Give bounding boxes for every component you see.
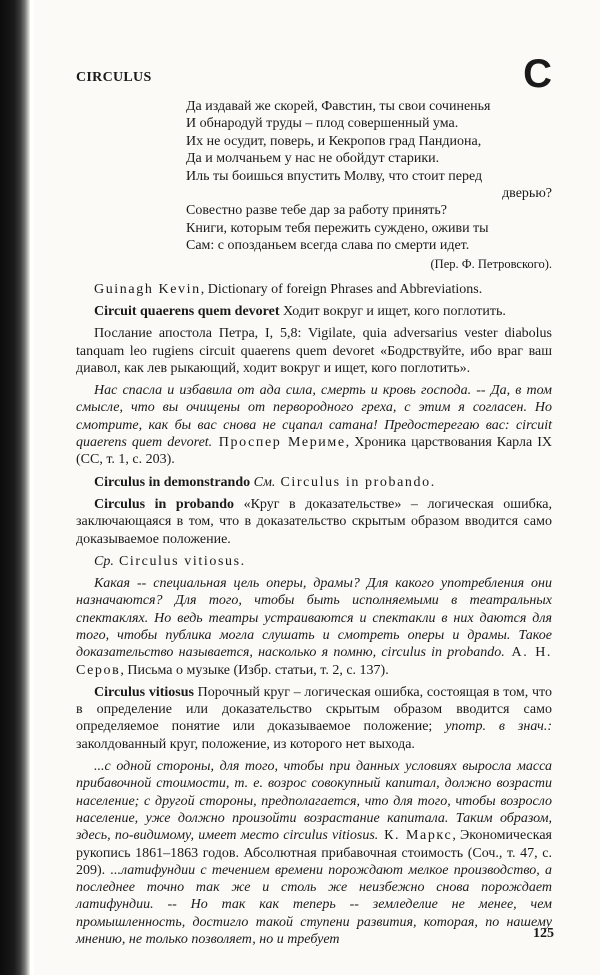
running-head: CIRCULUS (76, 70, 152, 85)
entry-term: Circulus in demonstrando (94, 474, 251, 490)
poem-quote (186, 98, 552, 273)
quotation-source: , Хроника царствования Карла IX (СС, т. 1, с. 203). (76, 435, 552, 468)
entry-term: Circulus in probando (94, 496, 235, 512)
entry-source-paragraph: Послание апостола Петра, I, 5,8: Vigilate, quia adversarius vester diabolus tanquam leo rugiens circuit quaerens quem devoret «Бодрствуйте, ибо враг ваш диавол, как лев рыкающий, ходит вокруг и ищет, кого поглотить». (76, 326, 552, 376)
poem-line: Да и молчаньем у нас не обойдут старики. (186, 151, 440, 167)
quotation-text: Нас спасла и избавила от ада сила, смерть и кровь господа. -- Да, в том смысле, что вы очищены от первородного греха, с этим я согласен. Но смотрите, как бы вас снова не сцапал сатана! Предостерегаю вас: circuit quaerens quem devoret. (76, 383, 552, 451)
poem-line: Их не осудит, поверь, и Кекропов град Пандиона, (186, 133, 482, 149)
quotation-author: К. Маркс (378, 828, 453, 844)
quotation-paragraph (76, 575, 552, 679)
entry-definition: Ходит вокруг и ищет, кого поглотить. (279, 303, 506, 319)
see-label: См. (250, 474, 276, 490)
quotation-author: А. Н. Серов (76, 645, 553, 678)
poem-line: Совестно разве тебе дар за работу принять? (186, 203, 448, 219)
page-number: 125 (533, 926, 554, 941)
quotation-source: , Экономическая рукопись 1861–1863 годов. Абсолютная прибавочная стоимость (Соч., т. 47, с. 209). (76, 828, 552, 878)
cross-reference: Circulus in probando. (275, 474, 436, 490)
quotation-paragraph (76, 382, 552, 468)
quotation-paragraph (76, 758, 552, 948)
compare-reference (76, 553, 552, 570)
page-content (76, 52, 553, 948)
compare-label: Ср. (94, 553, 114, 569)
poem-line: Иль ты боишься впустить Молву, что стоит перед (186, 168, 483, 184)
dictionary-entry (76, 474, 552, 491)
author-name: Guinagh Kevin (94, 281, 201, 297)
poem-line: Книги, которым тебя пережить суждено, оживи ты (186, 220, 489, 236)
translator-credit: (Пер. Ф. Петровского). (430, 256, 552, 271)
dictionary-entry (76, 303, 552, 320)
source-citation (76, 281, 552, 298)
quotation-text: ...с одной стороны, для того, чтобы при данных условиях выросла масса прибавочной стоимости, т. е. возрос совокупный капитал, должно возрасти население; с другой стороны, предполагается, что для того, чтобы возросло население, уже должно произойти возрастание капитала. Таким образом, здесь, по-видимому, имеет место circulus vitiosus. (76, 759, 552, 844)
dictionary-entry (76, 684, 552, 753)
quotation-source: , Письма о музыке (Избр. статьи, т. 2, с. 137). (120, 662, 389, 678)
entry-definition: «Круг в доказательстве» – логическая ошибка, заключающаяся в том, что в доказательство скрытым образом вводится само доказываемое положение. (76, 496, 552, 547)
usage-note: употр. в знач.: (445, 719, 552, 735)
entry-term: Circuit quaerens quem devoret (94, 303, 280, 319)
entry-definition: Порочный круг – логическая ошибка, состоящая в том, что в определение или доказательство скрытым образом вводится само определяемое понятие или доказываемое положение; (76, 684, 552, 735)
section-letter: C (523, 52, 552, 96)
citation-text: , Dictionary of foreign Phrases and Abbreviations. (200, 281, 483, 297)
quotation-text: Какая -- специальная цель оперы, драмы? Для какого употребления они назначаются? Для того, чтобы быть исполняемыми в театральных спектаклях. Но ведь театры устраиваются и спектакли в них даются для того, чтобы публика могла слушать и смотреть оперы и драмы. Такое доказательство называется, насколько я помню, circulus in probando. (76, 576, 552, 661)
cross-reference: Circulus vitiosus. (113, 553, 246, 569)
quotation-author: Проспер Мериме (212, 435, 346, 451)
poem-line: Да издавай же скорей, Фавстин, ты свои сочиненья (186, 99, 491, 114)
dictionary-entry (76, 496, 552, 548)
entry-definition: заколдованный круг, положение, из которого нет выхода. (76, 736, 415, 752)
page-header (76, 52, 552, 98)
poem-line: дверью? (502, 186, 552, 202)
quotation-text: ...латифундии с течением времени порождают мелкое производство, а последнее точно так же и столь же неизбежно снова порождает латифундии. -- Но так как теперь -- земледелие не менее, чем промышленность, достигло такой ступени развития, которая, по нашему мнению, не только позволяет, но и требует (76, 862, 552, 948)
entry-term: Circulus vitiosus (94, 684, 194, 700)
poem-line: И обнародуй труды – плод совершенный ума. (186, 116, 459, 132)
poem-line: Сам: с опозданьем всегда слава по смерти идет. (186, 238, 470, 254)
book-spine-shadow (0, 0, 30, 975)
